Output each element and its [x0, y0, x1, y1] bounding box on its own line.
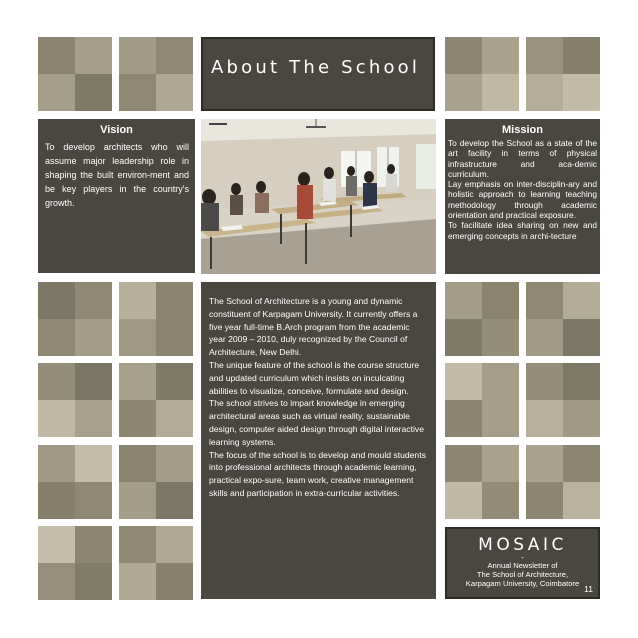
vision-heading: Vision — [100, 124, 133, 136]
about-paragraph: The school strives to impart knowledge in emerging architectural areas such as virtual reality, sustainable design, computer aided design through digital interactive learning systems. — [209, 398, 424, 447]
newsletter-subtitle: The School of Architecture, — [476, 570, 569, 579]
decor-tile — [119, 37, 193, 111]
decor-tile — [526, 363, 600, 437]
mosaic-footer-panel — [445, 527, 600, 599]
decor-tile — [119, 526, 193, 600]
decor-tile — [526, 445, 600, 519]
decor-tile — [526, 282, 600, 356]
mission-text — [445, 136, 600, 241]
vision-text: To develop architects who will assume major leadership role in shaping the built environ-ment and be key players in the country's growth. — [45, 142, 189, 208]
vision-panel — [38, 119, 195, 273]
decor-tile — [38, 445, 112, 519]
decor-tile — [119, 445, 193, 519]
decor-tile — [445, 363, 519, 437]
page-number: 11 — [584, 584, 593, 594]
mission-heading: Mission — [502, 124, 543, 136]
decor-tile — [119, 363, 193, 437]
newsletter-subtitle: Karpagam University, Coimbatore — [465, 579, 580, 588]
about-text-panel — [201, 282, 436, 599]
decor-tile — [445, 37, 519, 111]
newsletter-subtitle: Annual Newsletter of — [487, 561, 558, 570]
classroom-photo — [201, 119, 436, 274]
brand-separator: - — [521, 553, 524, 562]
mission-point: To facilitate idea sharing on new and emerging concepts in archi-tecture — [448, 220, 597, 241]
mission-panel — [445, 119, 600, 274]
decor-tile — [38, 37, 112, 111]
decor-tile — [526, 37, 600, 111]
about-paragraph: The unique feature of the school is the course structure and updated curriculum which insists on inculcating abilities to visualize, conceive, formulate and design. — [209, 359, 420, 396]
decor-tile — [38, 363, 112, 437]
about-paragraph: The School of Architecture is a young and dynamic constituent of Karpagam University. It currently offers a five year full-time B.Arch program from the academic year 2009 – 2010, duly recognized by the Council of Architecture, New Delhi. — [209, 296, 418, 358]
decor-tile — [445, 445, 519, 519]
about-paragraph: The focus of the school is to develop and mould students into professional architects through academic learning, practical expo-sure, team work, creative management skills and participation in extra-curricular activities. — [209, 449, 426, 498]
decor-tile — [119, 282, 193, 356]
section-title: About The School — [211, 57, 421, 78]
decor-tile — [38, 282, 112, 356]
about-text — [201, 282, 436, 500]
section-title-panel — [201, 37, 435, 111]
newsletter-brand: MOSAIC — [478, 535, 567, 555]
decor-tile — [38, 526, 112, 600]
mission-point: Lay emphasis on inter-disciplin-ary and holistic approach to learning teaching methodology through academic orientation and practical exposure. — [448, 179, 597, 221]
mission-point: To develop the School as a state of the art facility in terms of physical infrastructure and aca-demic curriculum. — [448, 138, 597, 179]
decor-tile — [445, 282, 519, 356]
